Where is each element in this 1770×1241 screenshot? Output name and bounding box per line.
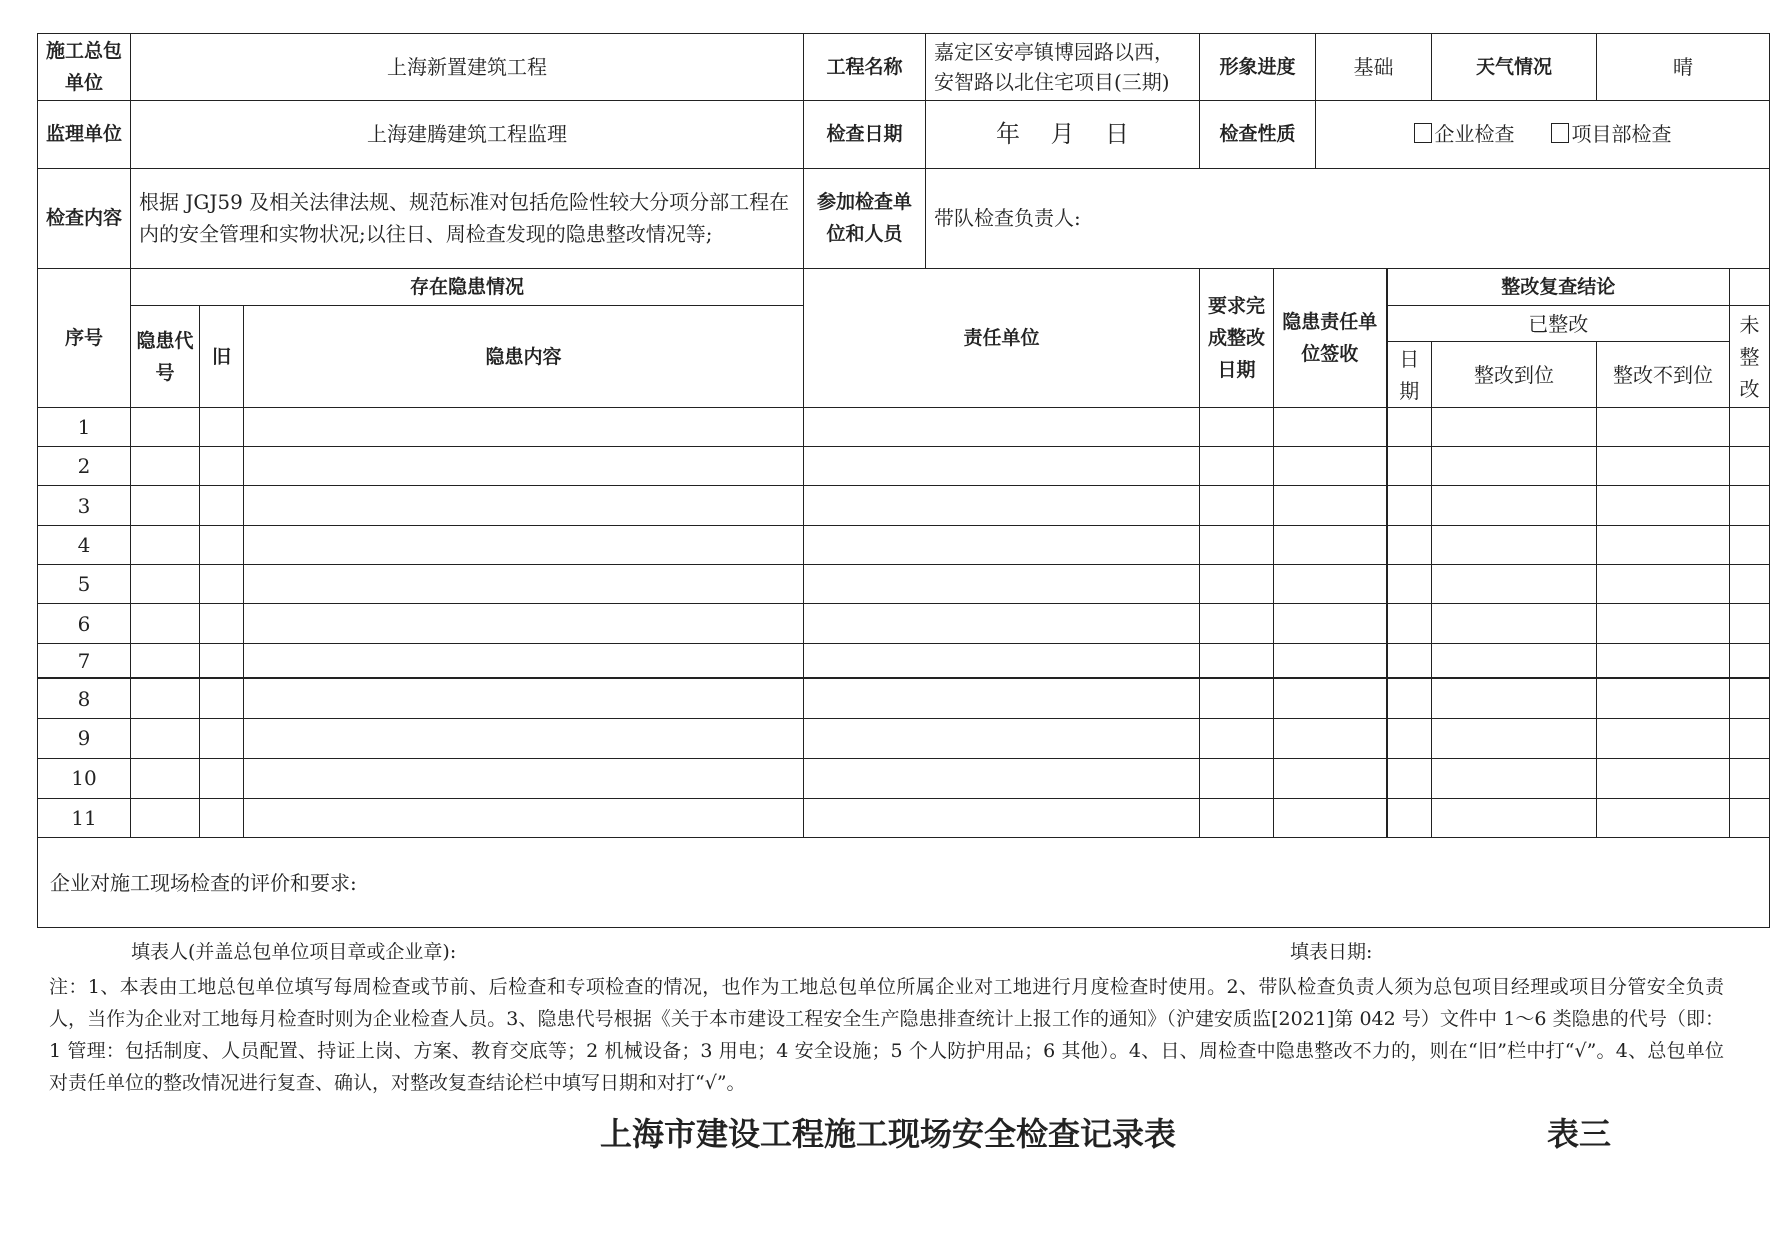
cell[interactable] bbox=[1432, 604, 1597, 643]
cell[interactable] bbox=[1387, 798, 1432, 837]
cell[interactable] bbox=[1274, 565, 1387, 604]
cell[interactable] bbox=[244, 719, 804, 758]
cell[interactable] bbox=[1200, 486, 1274, 525]
table-row bbox=[38, 486, 1770, 525]
row-number: 10 bbox=[38, 758, 131, 798]
cell[interactable] bbox=[804, 643, 1200, 678]
not-done-header: 整改不到位 bbox=[1597, 342, 1730, 408]
progress-label: 形象进度 bbox=[1200, 34, 1316, 101]
cell[interactable] bbox=[804, 604, 1200, 643]
evaluation-field[interactable]: 企业对施工现场检查的评价和要求: bbox=[38, 838, 1770, 928]
cell[interactable] bbox=[804, 758, 1200, 798]
review-group-blank bbox=[1730, 268, 1770, 305]
cell[interactable] bbox=[200, 604, 244, 643]
header-row-supervisor bbox=[38, 100, 1770, 169]
cell[interactable] bbox=[1432, 643, 1597, 678]
review-group-header: 整改复查结论 bbox=[1387, 268, 1730, 305]
cell[interactable] bbox=[1200, 643, 1274, 678]
cell[interactable] bbox=[1274, 643, 1387, 678]
cell[interactable] bbox=[804, 798, 1200, 837]
cell[interactable] bbox=[1274, 486, 1387, 525]
hazard-code-header: 隐患代号 bbox=[131, 306, 200, 408]
inspection-form-table bbox=[37, 33, 1770, 928]
notes-text: 注：1、本表由工地总包单位填写每周检查或节前、后检查和专项检查的情况，也作为工地总包单位所属企业对工地进行月度检查时使用。2、带队检查负责人须为总包项目经理或项目分管安全负责人，当作为企业对工地每月检查时则为企业检查人员。3、隐患代号根据《关于本市建设工程安全生产隐患排查统计上报工作的通知》（沪建安质监[2021]第 042 号）文件中 1～6 类隐患的代号（即：1 管理：包括制度、人员配置、持证上岗、方案、教育交底等；2 机械设备；3 用电；4 安全设施；5 个人防护用品；6 其他）。4、日、周检查中隐患整改不力的，则在“旧”栏中打“√”。4、总包单位对责任单位的整改情况进行复查、确认，对整改复查结论栏中填写日期和对打“√”。 bbox=[49, 976, 1724, 1094]
cell[interactable] bbox=[804, 525, 1200, 564]
cell[interactable] bbox=[244, 798, 804, 837]
cell[interactable] bbox=[131, 525, 200, 564]
row-number: 6 bbox=[38, 604, 131, 643]
row-number: 1 bbox=[38, 407, 131, 446]
signature-line bbox=[0, 937, 1754, 967]
cell[interactable] bbox=[1597, 565, 1730, 604]
cell[interactable] bbox=[200, 719, 244, 758]
cell[interactable] bbox=[1387, 447, 1432, 486]
table-row bbox=[38, 719, 1770, 758]
cell[interactable] bbox=[1597, 525, 1730, 564]
cell[interactable] bbox=[244, 486, 804, 525]
inspection-type-label: 检查性质 bbox=[1200, 100, 1316, 169]
cell[interactable] bbox=[131, 486, 200, 525]
cell[interactable] bbox=[804, 678, 1200, 718]
cell[interactable] bbox=[1387, 604, 1432, 643]
cell[interactable] bbox=[200, 407, 244, 446]
cell[interactable] bbox=[200, 565, 244, 604]
cell[interactable] bbox=[244, 525, 804, 564]
hazard-group-header: 存在隐患情况 bbox=[131, 268, 804, 305]
date-header: 日期 bbox=[1387, 342, 1432, 408]
cell[interactable] bbox=[1274, 758, 1387, 798]
cell[interactable] bbox=[1274, 719, 1387, 758]
header-row-content bbox=[38, 169, 1770, 269]
row-number: 3 bbox=[38, 486, 131, 525]
cell[interactable] bbox=[1387, 678, 1432, 718]
cell[interactable] bbox=[200, 643, 244, 678]
cell[interactable] bbox=[1730, 447, 1770, 486]
cell[interactable] bbox=[1432, 798, 1597, 837]
cell[interactable] bbox=[1274, 678, 1387, 718]
cell[interactable] bbox=[1432, 565, 1597, 604]
content-label: 检查内容 bbox=[38, 169, 131, 269]
cell[interactable] bbox=[244, 678, 804, 718]
cell[interactable] bbox=[1730, 719, 1770, 758]
weather-value: 晴 bbox=[1597, 34, 1770, 101]
cell[interactable] bbox=[1387, 486, 1432, 525]
cell[interactable] bbox=[1730, 407, 1770, 446]
cell[interactable] bbox=[131, 604, 200, 643]
participants-value[interactable]: 带队检查负责人: bbox=[926, 169, 1770, 269]
inspection-date-value[interactable]: 年 月 日 bbox=[926, 100, 1200, 169]
cell[interactable] bbox=[1200, 407, 1274, 446]
cell[interactable] bbox=[200, 798, 244, 837]
project-name-label: 工程名称 bbox=[804, 34, 926, 101]
cell[interactable] bbox=[1432, 447, 1597, 486]
enterprise-check-label: 企业检查 bbox=[1434, 122, 1515, 147]
cell[interactable] bbox=[1730, 643, 1770, 678]
table-row bbox=[38, 525, 1770, 564]
cell[interactable] bbox=[1597, 719, 1730, 758]
supervisor-label: 监理单位 bbox=[38, 100, 131, 169]
responsible-unit-header: 责任单位 bbox=[804, 268, 1200, 407]
cell[interactable] bbox=[1730, 758, 1770, 798]
cell[interactable] bbox=[1730, 798, 1770, 837]
row-number: 8 bbox=[38, 678, 131, 718]
table-row bbox=[38, 407, 1770, 446]
cell[interactable] bbox=[1200, 565, 1274, 604]
cell[interactable] bbox=[200, 486, 244, 525]
hazard-content-header: 隐患内容 bbox=[244, 306, 804, 408]
cell[interactable] bbox=[244, 447, 804, 486]
rectified-header: 已整改 bbox=[1387, 306, 1730, 342]
cell[interactable] bbox=[244, 604, 804, 643]
progress-value: 基础 bbox=[1316, 34, 1432, 101]
table-row bbox=[38, 604, 1770, 643]
enterprise-check-checkbox[interactable] bbox=[1414, 122, 1515, 146]
project-name-value: 嘉定区安亭镇博园路以西，安智路以北住宅项目(三期) bbox=[926, 34, 1200, 101]
cell[interactable] bbox=[244, 758, 804, 798]
table-row bbox=[38, 565, 1770, 604]
contractor-value: 上海新置建筑工程 bbox=[131, 34, 804, 101]
cell[interactable] bbox=[1597, 604, 1730, 643]
cell[interactable] bbox=[1200, 719, 1274, 758]
cell[interactable] bbox=[1730, 565, 1770, 604]
table-row bbox=[38, 758, 1770, 798]
cell[interactable] bbox=[131, 643, 200, 678]
cell[interactable] bbox=[131, 565, 200, 604]
cell[interactable] bbox=[1387, 719, 1432, 758]
cell[interactable] bbox=[131, 407, 200, 446]
cell[interactable] bbox=[1597, 447, 1730, 486]
cell[interactable] bbox=[1730, 678, 1770, 718]
cell[interactable] bbox=[1274, 407, 1387, 446]
fill-date-label: 填表日期: bbox=[1290, 941, 1373, 963]
checkbox-icon bbox=[1414, 123, 1432, 143]
cell[interactable] bbox=[1597, 758, 1730, 798]
cell[interactable] bbox=[1387, 758, 1432, 798]
cell[interactable] bbox=[1597, 643, 1730, 678]
cell[interactable] bbox=[200, 758, 244, 798]
cell[interactable] bbox=[804, 407, 1200, 446]
cell[interactable] bbox=[1432, 525, 1597, 564]
cell[interactable] bbox=[1730, 604, 1770, 643]
cell[interactable] bbox=[1730, 525, 1770, 564]
supervisor-value: 上海建腾建筑工程监理 bbox=[131, 100, 804, 169]
cell[interactable] bbox=[1597, 407, 1730, 446]
content-value: 根据 JGJ59 及相关法律法规、规范标准对包括危险性较大分项分部工程在内的安全管理和实物状况;以往日、周检查发现的隐患整改情况等; bbox=[131, 169, 804, 269]
old-header: 旧 bbox=[200, 306, 244, 408]
cell[interactable] bbox=[1200, 447, 1274, 486]
cell[interactable] bbox=[1200, 525, 1274, 564]
cell[interactable] bbox=[131, 798, 200, 837]
cell[interactable] bbox=[200, 678, 244, 718]
cell[interactable] bbox=[804, 447, 1200, 486]
row-number: 11 bbox=[38, 798, 131, 837]
cell[interactable] bbox=[1274, 447, 1387, 486]
cell[interactable] bbox=[1597, 678, 1730, 718]
cell[interactable] bbox=[1432, 719, 1597, 758]
table-number: 表三 bbox=[1547, 1115, 1612, 1153]
done-header: 整改到位 bbox=[1432, 342, 1597, 408]
inspection-type-options bbox=[1316, 100, 1770, 169]
cell[interactable] bbox=[1200, 798, 1274, 837]
cell[interactable] bbox=[1730, 486, 1770, 525]
row-number: 7 bbox=[38, 643, 131, 678]
deadline-header: 要求完成整改日期 bbox=[1200, 268, 1274, 407]
cell[interactable] bbox=[1432, 407, 1597, 446]
project-check-label: 项目部检查 bbox=[1571, 122, 1672, 147]
cell[interactable] bbox=[1200, 604, 1274, 643]
cell[interactable] bbox=[1274, 798, 1387, 837]
not-rectified-header: 未整改 bbox=[1730, 306, 1770, 408]
cell[interactable] bbox=[1387, 643, 1432, 678]
cell[interactable] bbox=[1597, 486, 1730, 525]
checkbox-icon bbox=[1551, 123, 1569, 143]
page-title: 上海市建设工程施工现场安全检查记录表 bbox=[600, 1115, 1177, 1153]
evaluation-row bbox=[38, 838, 1770, 928]
cell[interactable] bbox=[1200, 678, 1274, 718]
cell[interactable] bbox=[200, 447, 244, 486]
project-check-checkbox[interactable] bbox=[1551, 122, 1672, 146]
table-row bbox=[38, 447, 1770, 486]
cell[interactable] bbox=[1387, 565, 1432, 604]
row-number: 9 bbox=[38, 719, 131, 758]
table-row bbox=[38, 643, 1770, 678]
row-number: 4 bbox=[38, 525, 131, 564]
cell[interactable] bbox=[131, 678, 200, 718]
cell[interactable] bbox=[244, 407, 804, 446]
row-number: 2 bbox=[38, 447, 131, 486]
weather-label: 天气情况 bbox=[1432, 34, 1597, 101]
cell[interactable] bbox=[131, 719, 200, 758]
cell[interactable] bbox=[131, 758, 200, 798]
cell[interactable] bbox=[1274, 525, 1387, 564]
cell[interactable] bbox=[200, 525, 244, 564]
column-header-row-1 bbox=[38, 268, 1770, 305]
cell[interactable] bbox=[804, 486, 1200, 525]
inspection-date-label: 检查日期 bbox=[804, 100, 926, 169]
cell[interactable] bbox=[804, 719, 1200, 758]
cell[interactable] bbox=[1432, 486, 1597, 525]
cell[interactable] bbox=[244, 643, 804, 678]
participants-label: 参加检查单位和人员 bbox=[804, 169, 926, 269]
filler-label: 填表人(并盖总包单位项目章或企业章): bbox=[131, 941, 457, 963]
cell[interactable] bbox=[1432, 758, 1597, 798]
cell[interactable] bbox=[1274, 604, 1387, 643]
cell[interactable] bbox=[1387, 407, 1432, 446]
cell[interactable] bbox=[1597, 798, 1730, 837]
seq-header: 序号 bbox=[38, 268, 131, 407]
cell[interactable] bbox=[804, 565, 1200, 604]
cell[interactable] bbox=[1387, 525, 1432, 564]
cell[interactable] bbox=[1200, 758, 1274, 798]
contractor-label: 施工总包单位 bbox=[38, 34, 131, 101]
cell[interactable] bbox=[1432, 678, 1597, 718]
signoff-header: 隐患责任单位签收 bbox=[1274, 268, 1387, 407]
cell[interactable] bbox=[131, 447, 200, 486]
table-row bbox=[38, 678, 1770, 718]
header-row-contractor bbox=[38, 34, 1770, 101]
row-number: 5 bbox=[38, 565, 131, 604]
cell[interactable] bbox=[244, 565, 804, 604]
table-row bbox=[38, 798, 1770, 837]
